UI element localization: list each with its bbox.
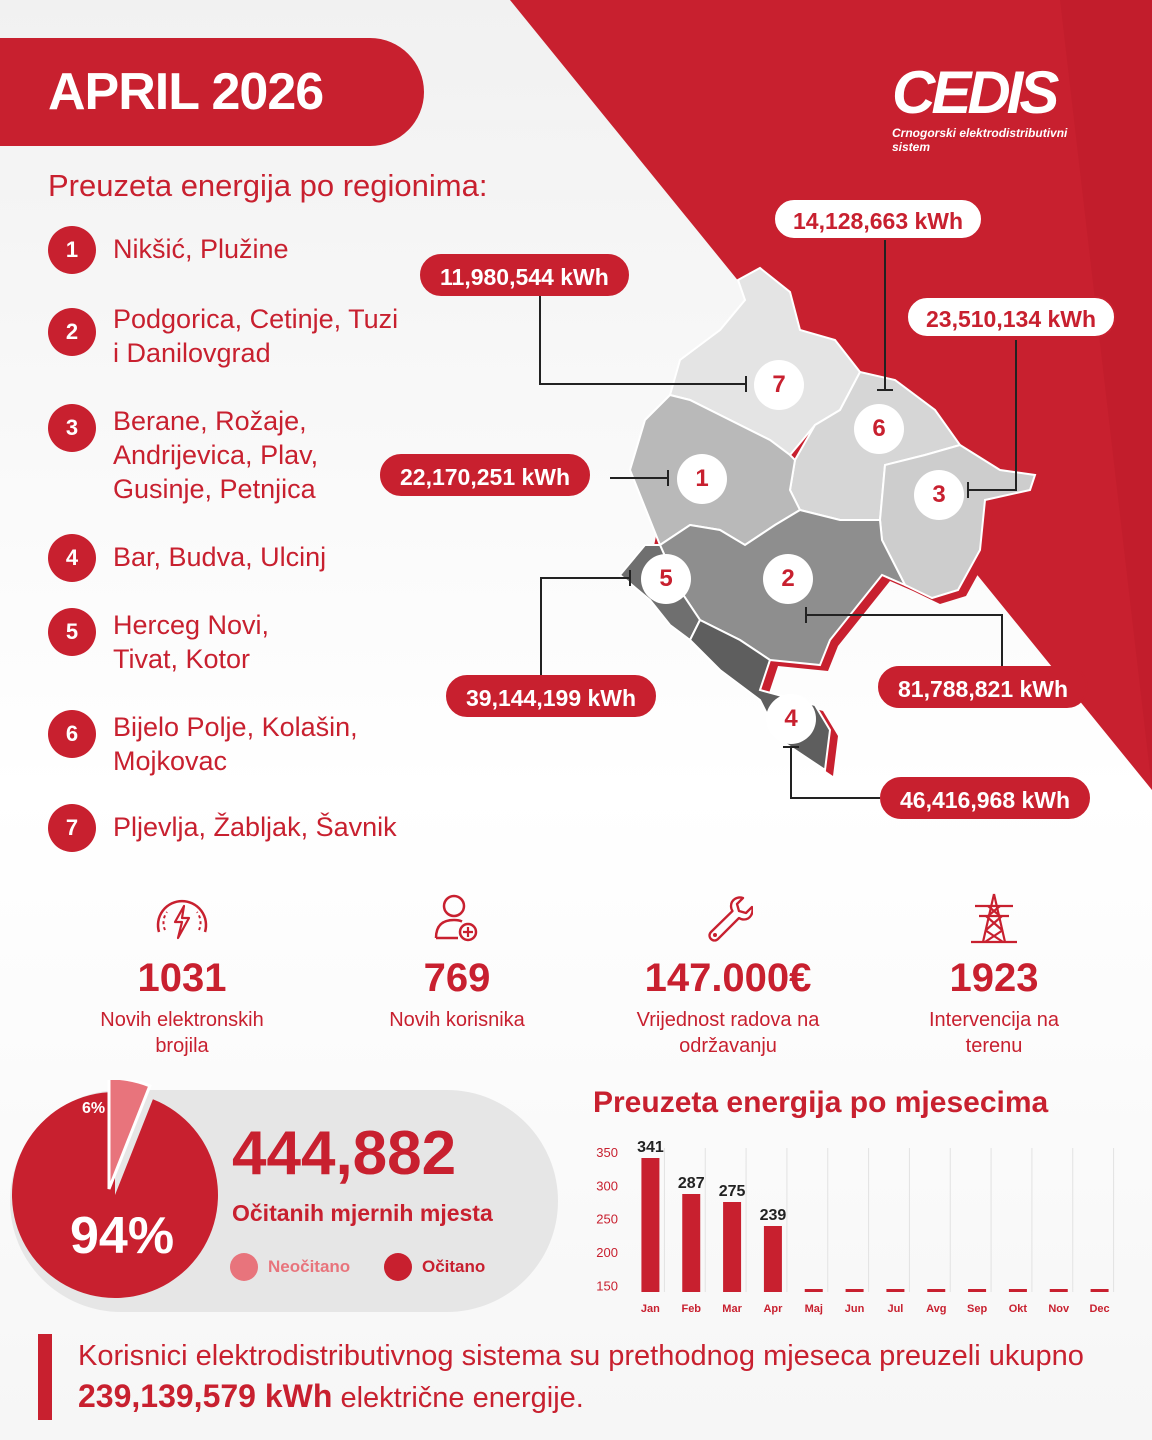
stat-meters: [52, 892, 312, 1059]
map-marker-5: 5: [641, 554, 691, 604]
data-label: 275: [718, 1183, 746, 1200]
kwh-label-7: 11,980,544 kWh: [420, 254, 629, 296]
meter-pie-chart: [0, 1080, 230, 1310]
region-number: 2: [48, 308, 96, 356]
data-label: 239: [759, 1207, 787, 1224]
x-tick-label: Nov: [1048, 1303, 1070, 1315]
x-tick-label: Feb: [681, 1303, 702, 1315]
legend-label: Neočitano: [268, 1257, 351, 1276]
x-tick-label: Mar: [722, 1303, 742, 1315]
user-plus-icon: [432, 892, 482, 944]
legend-unread: [230, 1253, 350, 1281]
kwh-label-4: 46,416,968 kWh: [880, 777, 1090, 819]
x-tick-label: Sep: [966, 1303, 988, 1315]
footer-summary: [78, 1336, 1118, 1418]
map-region-3: [880, 445, 1035, 598]
read-meter-count: 444,882: [232, 1119, 457, 1188]
region-number: 6: [48, 710, 96, 758]
kwh-label-3: 23,510,134 kWh: [906, 296, 1116, 338]
unread-percent: 6%: [82, 1100, 106, 1117]
kwh-label-2: 81,788,821 kWh: [878, 666, 1088, 708]
region-name: Berane, Rožaje, Andrijevica, Plav, Gusinje, Petnjica: [113, 406, 319, 504]
bar-apr: [764, 1226, 782, 1292]
legend-dot-read: [384, 1253, 412, 1281]
legend-read: [384, 1253, 485, 1281]
kwh-label-1: 22,170,251 kWh: [380, 454, 590, 496]
y-tick-label: 150: [596, 1278, 618, 1294]
bar-avg: [927, 1289, 945, 1292]
stat-value: 1031: [137, 956, 227, 1000]
bar-feb: [682, 1194, 700, 1292]
bar-dec: [1091, 1289, 1109, 1292]
stat-maintenance: [598, 892, 858, 1059]
stat-label: Novih elektronskih brojila: [100, 1009, 264, 1057]
page-title: APRIL 2026: [0, 38, 424, 146]
bar-nov: [1050, 1289, 1068, 1292]
region-name: Podgorica, Cetinje, Tuzi i Danilovgrad: [113, 304, 399, 368]
x-tick-label: Avg: [926, 1303, 947, 1315]
stat-value: 1923: [949, 956, 1039, 1000]
stat-label: Intervencija na terenu: [928, 1009, 1060, 1057]
region-number: 1: [48, 226, 96, 274]
bar-jul: [886, 1289, 904, 1292]
stat-value: 769: [423, 956, 491, 1000]
bar-maj: [805, 1289, 823, 1292]
stat-users: [327, 892, 587, 1033]
bar-jan: [641, 1158, 659, 1292]
footer-accent-bar: [38, 1334, 52, 1420]
map-marker-4: 4: [766, 694, 816, 744]
read-percent: 94%: [70, 1207, 175, 1265]
x-tick-label: Apr: [763, 1303, 783, 1315]
monthly-energy-chart: [580, 1130, 1130, 1320]
stat-interventions: [864, 892, 1124, 1059]
region-name: Nikšić, Plužine: [113, 234, 289, 264]
footer-text-before: Korisnici elektrodistributivnog sistema su prethodnog mjeseca preuzeli ukupno: [78, 1340, 1084, 1372]
stat-value: 147.000€: [644, 956, 812, 1000]
map-marker-7: 7: [754, 360, 804, 410]
footer-text-after: električne energije.: [332, 1382, 584, 1414]
region-number: 7: [48, 804, 96, 852]
region-number: 4: [48, 534, 96, 582]
footer-total: 239,139,579 kWh: [78, 1378, 333, 1414]
logo-name: CEDIS: [892, 59, 1056, 126]
region-name: Bar, Budva, Ulcinj: [113, 542, 327, 572]
power-tower-icon: [969, 892, 1019, 944]
bar-jun: [846, 1289, 864, 1292]
wrench-icon: [703, 892, 753, 944]
map-marker-6: 6: [854, 404, 904, 454]
y-tick-label: 200: [596, 1245, 618, 1260]
y-tick-label: 250: [596, 1211, 618, 1227]
speedometer-bolt-icon: [153, 892, 211, 944]
bar-okt: [1009, 1289, 1027, 1292]
x-tick-label: Maj: [804, 1303, 823, 1315]
bar-mar: [723, 1202, 741, 1292]
y-tick-label: 300: [596, 1178, 618, 1194]
region-name: Herceg Novi, Tivat, Kotor: [113, 610, 270, 674]
regions-title: Preuzeta energija po regionima:: [48, 168, 488, 203]
map-marker-1: 1: [677, 454, 727, 504]
data-label: 287: [677, 1175, 705, 1192]
stat-label: Novih korisnika: [389, 1009, 525, 1031]
x-tick-label: Okt: [1008, 1303, 1028, 1315]
chart-title: Preuzeta energija po mjesecima: [593, 1086, 1049, 1119]
y-tick-label: 350: [596, 1145, 618, 1160]
x-tick-label: Jan: [640, 1303, 660, 1315]
region-name: Bijelo Polje, Kolašin, Mojkovac: [113, 712, 358, 776]
map-marker-2: 2: [763, 554, 813, 604]
legend-dot-unread: [230, 1253, 258, 1281]
legend-label: Očitano: [422, 1257, 486, 1276]
region-name: Pljevlja, Žabljak, Šavnik: [113, 812, 397, 842]
bar-sep: [968, 1289, 986, 1292]
x-tick-label: Jun: [844, 1303, 865, 1315]
region-number: 3: [48, 404, 96, 452]
read-meter-label: Očitanih mjernih mjesta: [232, 1200, 493, 1226]
kwh-label-5: 39,144,199 kWh: [446, 675, 656, 717]
map-marker-3: 3: [914, 470, 964, 520]
data-label: 341: [637, 1139, 664, 1156]
region-number: 5: [48, 608, 96, 656]
kwh-label-6: 14,128,663 kWh: [773, 198, 983, 240]
x-tick-label: Dec: [1089, 1303, 1110, 1315]
stat-label: Vrijednost radova na održavanju: [636, 1009, 820, 1057]
x-tick-label: Jul: [887, 1303, 904, 1315]
logo-subtitle: Crnogorski elektrodistributivni sistem: [892, 126, 1068, 154]
